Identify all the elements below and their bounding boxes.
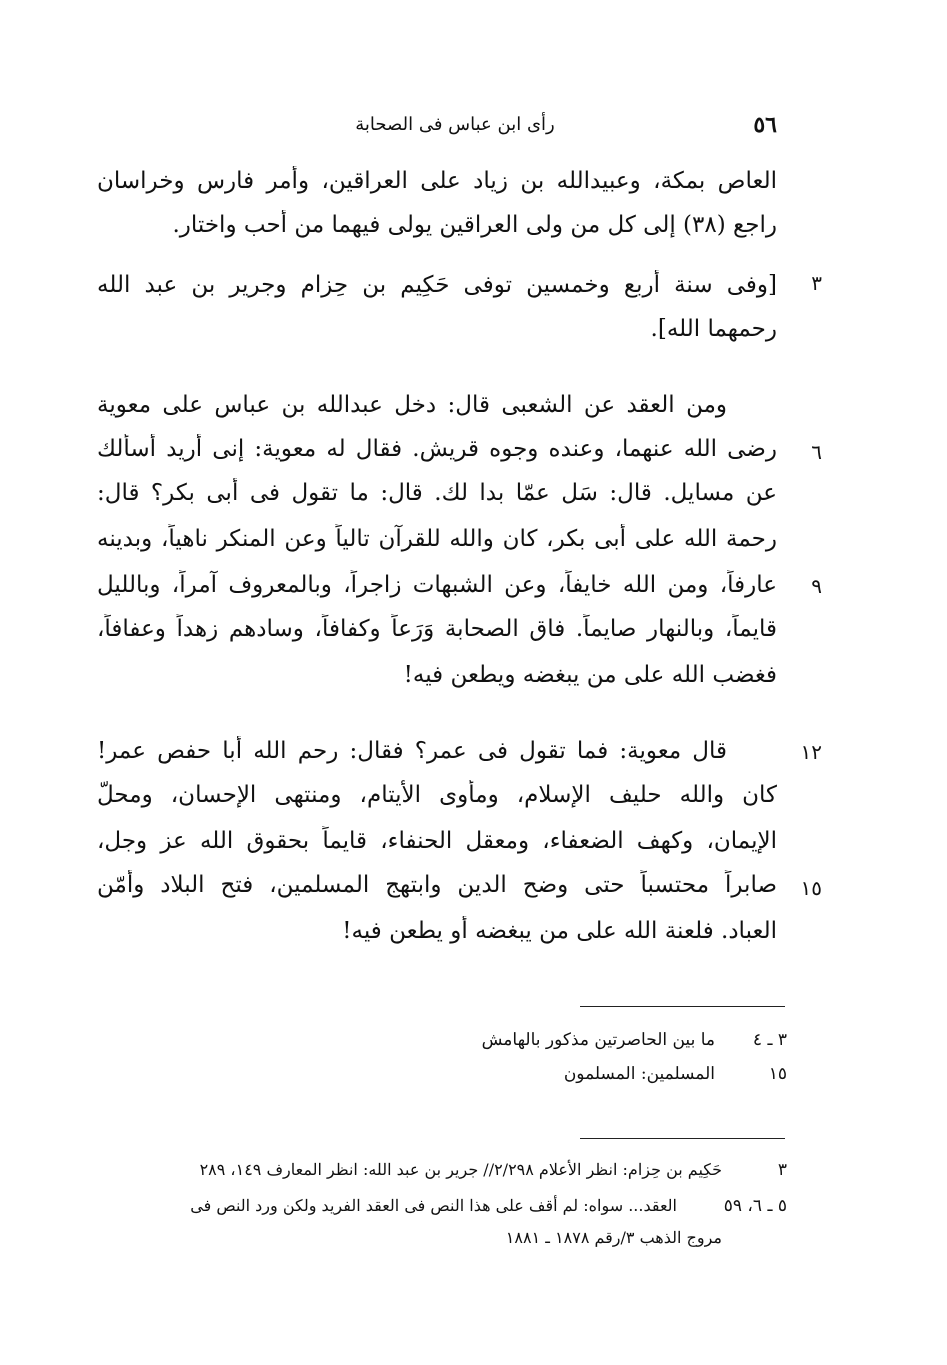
text-line: العاص بمكة، وعبيدالله بن زياد على العراقين، وأمر فارس وخراسان [97,168,777,194]
note-text: حَكِيم بن حِزام: انظر الأعلام ٢/٢٩٨// جرير بن عبد الله: انظر المعارف ١٤٩، ٢٨٩ [199,1160,722,1179]
text-line: العباد. فلعنة الله على من يبغضه أو يطعن فيه! [342,918,777,944]
line-number: ٩ [811,574,822,598]
apparatus-text: المسلمين: المسلمون [563,1064,715,1084]
apparatus-ref: ١٥ [768,1064,787,1084]
note-ref: ٣ [777,1160,787,1180]
line-number: ٣ [811,271,822,295]
text-line: كان والله حليف الإسلام، ومأوى الأيتام، ومنتهى الإحسان، ومحلّ [97,782,777,808]
text-line: صابراً محتسباً حتى وضح الدين وابتهج المسلمين، فتح البلاد وأمّن [97,872,777,898]
text-line: عارفاً، ومن الله خايفاً، وعن الشبهات زاجراً، وبالمعروف آمراً، وبالليل [97,572,777,598]
note-text: مروج الذهب ٣/رقم ١٨٧٨ ـ ١٨٨١ [505,1228,722,1247]
text-line: الإيمان، وكهف الضعفاء، ومعقل الحنفاء، قايماً بحقوق الله عز وجل، [97,828,777,854]
text-line: قال معوية: فما تقول فى عمر؟ فقال: رحم الله أبا حفص عمر! [97,738,727,764]
apparatus-divider [580,1006,785,1007]
text-line: رحمهما الله]. [650,316,777,342]
text-line: رضى الله عنهما، وعنده وجوه قريش. فقال له معوية: إنى أريد أسألك [97,436,777,462]
text-line: فغضب الله على من يبغضه ويطعن فيه! [403,662,777,688]
running-title: رأى ابن عباس فى الصحابة [355,114,555,135]
line-number: ١٥ [800,876,822,900]
text-line: قايماً، وبالنهار صايماً. فاق الصحابة وَرَعاً وكفافاً، وسادهم زهداً وعفافاً، [97,616,777,642]
line-number: ١٢ [800,740,822,764]
note-text: العقد... سواه: لم أقف على هذا النص فى العقد الفريد ولكن ورد النص فى [190,1196,677,1215]
text-line: [وفى سنة أربع وخمسين توفى حَكِيم بن حِزام وجرير بن عبد الله [97,272,777,298]
line-number: ٦ [811,440,822,464]
notes-divider [580,1138,785,1139]
page-number: ٥٦ [753,112,777,138]
text-line: ومن العقد عن الشعبى قال: دخل عبدالله بن عباس على معوية [97,392,727,418]
apparatus-ref: ٣ ـ ٤ [752,1030,787,1050]
text-line: رحمة الله على أبى بكر، كان والله للقرآن تالياً وعن المنكر ناهياً، وبدينه [97,526,777,552]
note-ref: ٥ ـ ٦، ٥٩ [723,1196,787,1216]
text-line: عن مسايل. قال: سَل عمّا بدا لك. قال: ما تقول فى أبى بكر؟ قال: [97,480,777,506]
text-line: راجع (٣٨) إلى كل من ولى العراقين يولى فيهما من أحب واختار. [172,212,777,238]
apparatus-text: ما بين الحاصرتين مذكور بالهامش [481,1030,715,1050]
